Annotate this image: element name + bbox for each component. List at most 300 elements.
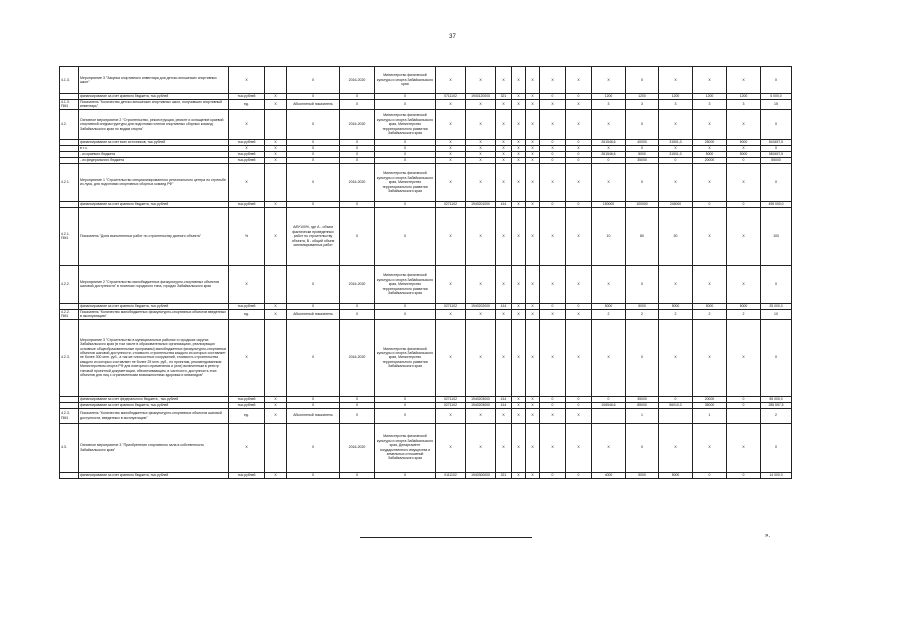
table-cell: 0 [659,157,693,163]
table-cell: 414 [496,396,512,402]
table-cell: 2 [693,309,727,319]
table-cell: 56010,0 [659,402,693,408]
table-cell: 4.2.3. ПМ1 [60,408,79,423]
table-cell: 0 [693,201,727,207]
table-cell [265,265,287,303]
table-cell: Показатель "Доля выполненных работ по строительству данного объекта" [79,207,229,265]
table-cell: 1940300000 [466,472,496,478]
table-cell [60,472,79,478]
table-cell: X [761,109,792,139]
table-cell: 0 [566,139,592,145]
table-cell: 25 000,0 [761,303,792,309]
table-cell: X [436,145,466,151]
table-cell [592,408,626,423]
table-cell: 5000 [727,151,761,157]
table-cell: X [540,145,566,151]
table-cell: X [265,408,287,423]
table-cell: 0 [566,151,592,157]
table-cell: X [540,408,566,423]
table-cell: Мероприятие 3 "Закупка спортивного инвентаря для детско-юношеских спортивных школ" [79,67,229,94]
table-cell: X [526,163,540,201]
table-cell: X [727,207,761,265]
table-cell: 35000 [693,402,727,408]
table-cell: X [466,163,496,201]
table-cell: 1200 [693,94,727,100]
table-cell: 100000 [626,201,659,207]
table-cell: 5000 [659,303,693,309]
table-cell: тыс.рублей [229,396,265,402]
table-cell: 4000 [592,472,626,478]
table-cell: X [229,145,265,151]
table-cell: X [693,265,727,303]
table-cell: 2 [592,309,626,319]
table-cell: X [512,319,526,396]
table-cell: X [693,145,727,151]
table-cell: X [512,157,526,163]
table-cell [265,67,287,94]
table-cell: 4.2.1. [60,163,79,201]
table-cell: 4.2.2. ПМ1 [60,309,79,319]
table-cell: 4.1.3. [60,67,79,94]
table-cell: X [693,319,727,396]
table-cell: X [436,319,466,396]
table-cell: X [727,319,761,396]
table-cell: X [693,109,727,139]
table-cell: 20000 [693,157,727,163]
table-cell: X [526,157,540,163]
table-cell: финансирование за счет краевого бюджета, тыс.рублей [79,201,229,207]
table-cell: 0 [540,151,566,157]
activity-row [60,423,792,472]
activity-row [60,309,792,319]
table-cell: X [229,265,265,303]
table-cell: 1200 [727,94,761,100]
table-cell: 5000 [626,151,659,157]
table-cell: X [626,67,659,94]
table-cell: X [526,109,540,139]
table-cell: X [526,402,540,408]
table-cell: 5000 [592,303,626,309]
table-cell: X [727,423,761,472]
table-cell: X [761,163,792,201]
table-cell: X [466,309,496,319]
table-cell: X [727,109,761,139]
table-cell: X [287,151,340,157]
table-cell: 31501,0 [659,139,693,145]
table-cell: X [566,207,592,265]
table-cell: X [566,423,592,472]
table-cell: Мероприятие 3 "Строительство в муниципальных районах и городских округах Забайкальского края (в том числе в образовательных организациях, реализующих основные общеобразовательные программы) малобюджетных физкультурно-спортивных объектов шаговой доступности, стоимость строительства каждого из которых составляет не более 300 млн. руб., а так же плоскостных сооружений, стоимость строительства каждого из которых составляет не более 25 млн. руб., по проектам, рекомендованным Министерством спорта РФ для повторного применения и (или) включенным в реестр типовой проектной документации, обеспечивающим, в частности, доступность этих объектов для лиц с ограниченными возможностями здоровья и инвалидов" [79,319,229,396]
table-cell: X [526,309,540,319]
table-cell: X [436,157,466,163]
table-cell: X [375,402,436,408]
table-cell: X [496,67,512,94]
table-cell: 5000 [693,303,727,309]
activity-row [60,207,792,265]
table-cell: 0 [540,402,566,408]
table-cell: X [761,145,792,151]
table-cell: 10 [761,309,792,319]
table-cell: X [526,207,540,265]
table-cell: Основное мероприятие 2 "Строительство, реконструкция, ремонт и оснащение краевой спортивной инфраструктуры для подготовки членов спортивных сборных команд Забайкальского края по видам спорта" [79,109,229,139]
table-cell: 1200 [626,94,659,100]
table-cell: 2 [727,309,761,319]
table-cell: X [375,145,436,151]
table-cell: X [436,67,466,94]
table-cell: 3 [592,100,626,110]
table-cell: X [512,145,526,151]
table-cell: 25000 [693,139,727,145]
table-cell: 0 [540,94,566,100]
table-cell: X [540,265,566,303]
table-cell: X [287,109,340,139]
table-cell: X [496,145,512,151]
table-cell: X [265,139,287,145]
table-cell: X [540,309,566,319]
table-cell: X [512,100,526,110]
table-cell: Министерство физической культуры и спорта Забайкальского края, Министерство территориального развития Забайкальского края [375,319,436,396]
table-cell [265,423,287,472]
table-cell: ед. [229,309,265,319]
table-cell: % [229,207,265,265]
table-cell: 0 [540,396,566,402]
table-cell: X [436,408,466,423]
table-cell: Министерство физической культуры и спорта Забайкальского края, Министерство территориального развития Забайкальского края [375,109,436,139]
table-cell: X [229,67,265,94]
table-cell: 55000 [761,157,792,163]
table-cell: X [375,201,436,207]
table-cell: X [626,265,659,303]
table-cell: 4.2.2. [60,265,79,303]
table-cell: финансирование за счет краевого бюджета, тыс.рублей [79,94,229,100]
table-cell: X [436,100,466,110]
table-cell: 0 [540,157,566,163]
table-cell: 10 [592,207,626,265]
table-cell: X [466,109,496,139]
table-cell: 100 [761,207,792,265]
table-cell: X [436,309,466,319]
table-cell: 245000 [659,201,693,207]
table-cell: X [512,207,526,265]
table-cell: X [229,319,265,396]
table-cell: 0 [727,157,761,163]
table-cell: X [693,163,727,201]
table-cell: X [727,67,761,94]
table-cell: X [466,265,496,303]
table-cell: X [229,109,265,139]
table-cell: X [287,396,340,402]
table-cell: 0 [566,472,592,478]
table-cell: 2 [626,309,659,319]
table-cell: X [526,67,540,94]
table-cell: тыс.рублей [229,303,265,309]
table-cell: 106546,6 [592,402,626,408]
table-cell: 414 [496,303,512,309]
table-cell: тыс.рублей [229,402,265,408]
table-cell: 1200 [659,94,693,100]
table-cell: 580457,5 [761,151,792,157]
table-cell: 35000 [626,396,659,402]
table-cell: X [592,163,626,201]
table-cell: X [540,109,566,139]
table-cell: X [265,472,287,478]
table-cell: X [496,151,512,157]
table-cell: 261546,6 [592,151,626,157]
table-cell: X [265,309,287,319]
table-cell: X [566,109,592,139]
table-cell: X [566,319,592,396]
activity-row [60,109,792,139]
table-cell: X [512,265,526,303]
table-cell: X [436,265,466,303]
table-cell: X [375,94,436,100]
table-cell: финансирование за счет федерального бюджета , тыс.рублей [79,396,229,402]
table-cell: Министерство физической культуры и спорта Забайкальского края [375,67,436,94]
table-cell: X [496,408,512,423]
table-cell: X [265,100,287,110]
table-cell: 0711102 [436,94,466,100]
table-cell: X [761,423,792,472]
table-cell: X [287,423,340,472]
table-cell: 2 [761,408,792,423]
table-cell: 5000 [659,472,693,478]
table-cell: 30 [659,207,693,265]
table-cell: X [512,472,526,478]
table-cell: 2016-2020 [340,319,375,396]
table-cell: X [512,163,526,201]
table-cell: X [496,207,512,265]
table-cell: X [526,265,540,303]
table-cell: X [287,265,340,303]
table-cell: X [287,94,340,100]
table-cell: X [566,163,592,201]
table-cell: 55 000,0 [761,396,792,402]
table-cell: X [496,265,512,303]
table-cell: Министерство физической культуры и спорта Забайкальского края, Министерство территориального развития Забайкальского края [375,163,436,201]
table-cell: 4.2. [60,109,79,139]
table-cell: X [566,100,592,110]
table-cell: X [659,67,693,94]
table-cell: X [512,303,526,309]
table-cell: X [287,145,340,151]
table-cell: X [512,109,526,139]
table-cell: - из краевого бюджета [79,151,229,157]
table-cell: X [526,94,540,100]
table-cell: X [287,402,340,408]
table-cell: X [761,319,792,396]
table-cell: 0 [566,94,592,100]
table-cell: X [512,139,526,145]
table-cell: Показатель "Количество малобюджетных физкультурно-спортивных объектов введенных в эксплуатацию" [79,309,229,319]
table-cell: 20000 [693,396,727,402]
table-cell: 3 [727,100,761,110]
table-cell: X [526,201,540,207]
table-cell: X [265,207,287,265]
table-cell: 2016-2020 [340,423,375,472]
table-cell: X [340,94,375,100]
table-cell: X [566,408,592,423]
table-cell: X [436,207,466,265]
table-cell: X [287,67,340,94]
table-cell: X [340,100,375,110]
table-cell: X [340,145,375,151]
table-cell: X [526,139,540,145]
table-cell: X [659,423,693,472]
table-cell: X [436,151,466,157]
table-cell: X [340,139,375,145]
table-cell: X [265,396,287,402]
table-cell: тыс.рублей [229,201,265,207]
table-cell: 0 [727,472,761,478]
table-cell: тыс.рублей [229,472,265,478]
table-cell: X [693,423,727,472]
table-cell: X [375,151,436,157]
table-cell: X [496,319,512,396]
table-cell: X [659,319,693,396]
table-cell [265,319,287,396]
table-cell: X [436,139,466,145]
table-cell: Мероприятие 1 "Строительство специализированного регионального центра по стрельбе из лука, для подготовки спортивных сборных команд РФ" [79,163,229,201]
table-cell: 3 [659,100,693,110]
table-cell: X [466,145,496,151]
table-cell: 1940120000 [466,94,496,100]
table-cell: А/В*100%, где А - объем фактически проведенных работ по строительству объекта, В - общий объем запланированных работ [287,207,340,265]
table-cell: Абсолютный показатель [287,100,340,110]
table-cell: 1 [626,408,659,423]
table-cell: X [626,423,659,472]
table-cell: X [496,423,512,472]
table-cell [265,163,287,201]
table-cell: X [466,139,496,145]
table-cell: X [375,408,436,423]
table-cell: X [540,163,566,201]
table-cell: 0271102 [436,402,466,408]
table-cell: X [512,423,526,472]
table-cell: X [592,319,626,396]
table-cell: 285 557,5 [761,402,792,408]
table-cell: X [340,151,375,157]
table-cell: X [761,265,792,303]
footer-divider [360,537,532,538]
table-cell: финансирование за счет краевого бюджета, тыс.рублей [79,402,229,408]
table-cell: X [592,423,626,472]
table-cell: X [466,319,496,396]
table-cell: X [287,157,340,163]
table-cell: 31501,0 [659,151,693,157]
table-cell: X [626,319,659,396]
table-cell: X [693,67,727,94]
table-cell: X [375,303,436,309]
table-cell: 2 [659,309,693,319]
table-cell: X [693,207,727,265]
table-cell: 414 [496,402,512,408]
table-cell: 0 [566,201,592,207]
table-cell: X [512,94,526,100]
table-cell: финансирование за счет краевого бюджета, тыс.рублей [79,472,229,478]
table-cell: X [375,207,436,265]
table-cell: X [340,396,375,402]
table-cell: X [496,109,512,139]
table-cell: X [496,157,512,163]
table-cell: 2016-2020 [340,109,375,139]
table-cell: 0111102 [436,472,466,478]
table-cell: 0 [566,157,592,163]
table-cell: X [436,109,466,139]
table-cell: X [340,303,375,309]
table-cell: 5000 [727,303,761,309]
table-cell: Мероприятие 2 "Строительство малобюджетных физкультурно-спортивных объектов шаговой доступности" в поселках городского типа, городах Забайкальского края [79,265,229,303]
table-cell: 3 [693,100,727,110]
table-cell: X [727,145,761,151]
table-cell: X [436,163,466,201]
table-cell: X [496,309,512,319]
table-cell: X [626,163,659,201]
activity-row [60,67,792,94]
table-cell: X [526,145,540,151]
activity-row [60,265,792,303]
table-cell: X [229,423,265,472]
table-cell: X [540,67,566,94]
table-cell: 0 [693,472,727,478]
table-cell: 0 [566,396,592,402]
table-cell: 6 000,0 [761,94,792,100]
table-cell: 2016-2020 [340,163,375,201]
table-cell: 0 [566,303,592,309]
table-cell: 0 [727,396,761,402]
table-cell: X [375,100,436,110]
table-cell: X [566,309,592,319]
table-cell: X [496,139,512,145]
table-cell: Абсолютный показатель [287,408,340,423]
table-cell: 1 [693,408,727,423]
table-cell: 321 [496,472,512,478]
table-cell: ед. [229,408,265,423]
table-cell: X [592,145,626,151]
table-cell: X [265,94,287,100]
table-cell: X [540,100,566,110]
table-cell: 321 [496,94,512,100]
table-cell: 35000 [626,157,659,163]
table-cell: X [592,265,626,303]
table-cell: 0 [727,201,761,207]
table-cell: 414 [496,201,512,207]
table-cell: тыс.рублей [229,139,265,145]
table-cell: - из федерального бюджета [79,157,229,163]
table-cell: 14 000,0 [761,472,792,478]
table-cell: 15 [761,100,792,110]
table-cell: X [340,408,375,423]
table-cell: ед. [229,100,265,110]
footnote-mark: ». [765,533,771,539]
table-cell: X [512,201,526,207]
table-cell: X [287,472,340,478]
page-number: 37 [449,34,456,40]
table-cell: X [540,319,566,396]
table-cell: X [526,151,540,157]
table-cell: 261546,6 [592,139,626,145]
table-cell: 0 [540,201,566,207]
table-cell: X [526,472,540,478]
table-cell: 40000 [626,139,659,145]
table-cell: 0 [540,303,566,309]
table-cell: 0 [540,472,566,478]
table-cell: 840457,5 [761,139,792,145]
table-cell: X [626,145,659,151]
table-cell: X [592,67,626,94]
table-cell: X [265,402,287,408]
table-cell: X [466,423,496,472]
table-cell: Абсолютный показатель [287,309,340,319]
